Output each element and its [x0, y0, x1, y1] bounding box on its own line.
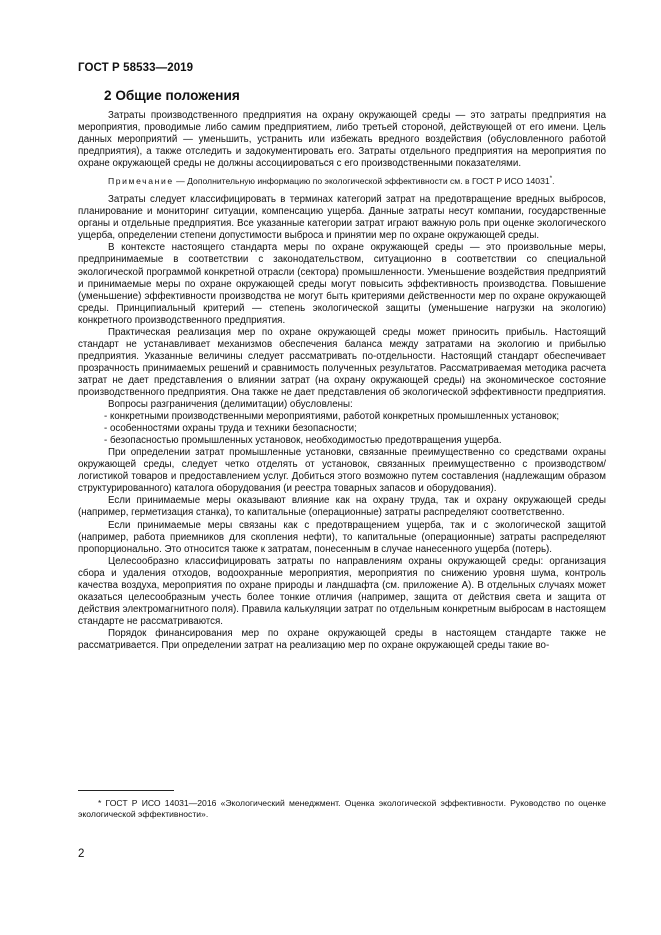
paragraph: Затраты производственного предприятия на охрану окружающей среды — это затраты предприятия на мероприятия, проводимые либо самим предприятием, либо третьей стороной, действующей от его имени. Цель данных мероприятий — уменьшить, устранить или избежать вредного воздействия (обусловленного работой предприятия), а также отследить и задокументировать его. Затраты отдельного предприятия на мероприятия по охране окружающей среды не должны ассоциироваться с его производственными показателями.: [78, 110, 606, 170]
paragraph: При определении затрат промышленные установки, связанные преимущественно со средствами охраны окружающей среды, следует четко отделять от установок, связанных преимущественно с производством/логистикой товаров и предоставлением услуг. Добиться этого возможно путем составления (надлежащим образом структурированного) каталога оборудования (и реестра товарных запасов и оборудования).: [78, 447, 606, 495]
paragraph: Целесообразно классифицировать затраты по направлениям охраны окружающей среды: организация сбора и удаления отходов, водоохранные мероприятия, мероприятия по снижению уровня шума, контроль качества воздуха, мероприятия по охране природы и ландшафта (см. приложение А). В отдельных случаях может оказаться целесообразным учесть более тонкие отличия (например, защита от действия света и защита от действия электромагнитного поля). Правила калькуляции затрат по отдельным конкретным выбросам в настоящем стандарте не рассматриваются.: [78, 555, 606, 627]
list-item: - особенностями охраны труда и техники безопасности;: [104, 423, 357, 435]
paragraph: Если принимаемые меры оказывают влияние как на охрану труда, так и охрану окружающей среды (например, герметизация станка), то капитальные (операционные) затраты распределяют соответственно.: [78, 495, 606, 519]
footnote: * ГОСТ Р ИСО 14031—2016 «Экологический менеджмент. Оценка экологической эффективности. Руководство по оценке экологической эффективности».: [78, 798, 606, 820]
list-item: - конкретными производственными мероприятиями, работой конкретных промышленных установок;: [104, 411, 560, 423]
footnote-separator: [78, 790, 174, 791]
note-label: Примечание: [108, 176, 174, 187]
page-number: 2: [78, 848, 85, 860]
note: [78, 176, 606, 187]
footnote-mark: *: [549, 175, 553, 183]
list-item: - безопасностью промышленных установок, необходимостью предотвращения ущерба.: [104, 435, 502, 447]
page-content: [78, 88, 606, 652]
paragraph: Порядок финансирования мер по охране окружающей среды в настоящем стандарте также не рассматривается. При определении затрат на реализацию мер по охране окружающей среды такие во-: [78, 627, 606, 651]
paragraph: Если принимаемые меры связаны как с предотвращением ущерба, так и с экологической защитой (например, работа приемников для скопления нефти), то капитальные (операционные) затраты распределяют пропорционально. Это относится также к затратам, понесенным в случае нанесенного ущерба (потерь).: [78, 519, 606, 555]
paragraph: Вопросы разграничения (делимитации) обусловлены:: [108, 399, 353, 411]
note-text: — Дополнительную информацию по экологической эффективности см. в ГОСТ Р ИСО 14031: [173, 176, 550, 187]
section-title: 2 Общие положения: [104, 88, 240, 103]
paragraph: Практическая реализация мер по охране окружающей среды может приносить прибыль. Настоящий стандарт не устанавливает механизмов обеспечения баланса между затратами на экологию и прибылью предприятия. Указанные величины следует рассматривать по-отдельности. Настоящий стандарт обеспечивает прозрачность принимаемых решений и сравнимость полученных результатов. Рассматриваемая методика расчета затрат не дает представления о влиянии затрат (на охрану окружающей среды) на экономическое состояние производственного предприятия. Она также не дает представления об экологической эффективности предприятия.: [78, 326, 606, 398]
paragraph: В контексте настоящего стандарта меры по охране окружающей среды — это произвольные меры, предпринимаемые в соответствии с законодательством, ситуационно в соответствии со специальной экологической программой конкретной отрасли (сектора) промышленности. Уменьшение воздействия предприятий и принимаемые меры по охране окружающей среды могут повысить эффективность производства. Повышение (уменьшение) эффективности производства не могут быть критериями действенности мер по охране окружающей среды. Принципиальный критерий — степень экологической защиты (уменьшение нагрузки на экологию) конкретного производственного предприятия.: [78, 242, 606, 326]
document-code-header: ГОСТ Р 58533—2019: [78, 62, 194, 74]
paragraph: Затраты следует классифицировать в терминах категорий затрат на предотвращение вредных выбросов, планирование и мониторинг ситуации, компенсацию ущерба. Данные затраты несут компании, государственные органы и отдельные предприятия. Все указанные категории затрат играют важную роль при оценке экологического ущерба, определении степени допустимости выброса и принятии мер по охране окружающей среды.: [78, 194, 606, 242]
note-end: .: [552, 176, 555, 187]
